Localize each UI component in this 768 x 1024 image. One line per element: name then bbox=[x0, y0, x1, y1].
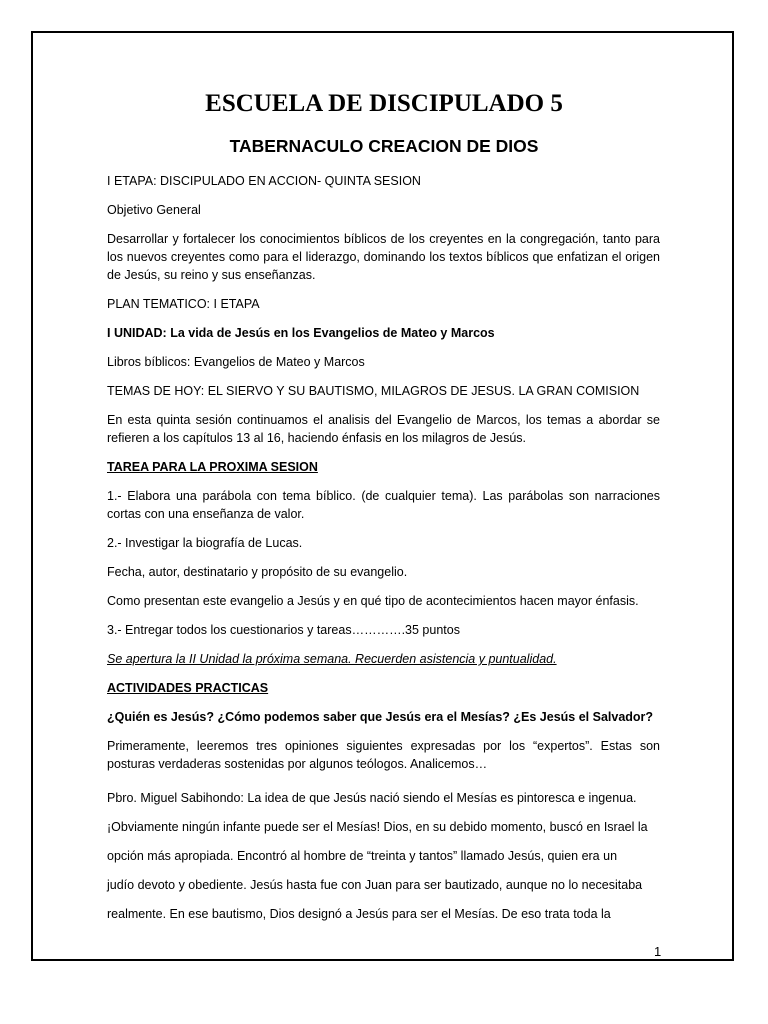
primeramente-paragraph: Primeramente, leeremos tres opiniones siguientes expresadas por los “expertos”. Estas son posturas verdaderas sostenidas por algunos teólogos. Analicemos… bbox=[107, 739, 660, 771]
document-body bbox=[107, 172, 660, 929]
document-title: ESCUELA DE DISCIPULADO 5 bbox=[205, 90, 563, 117]
page-number: 1 bbox=[654, 944, 662, 959]
etapa-line: I ETAPA: DISCIPULADO EN ACCION- QUINTA SESION bbox=[107, 174, 421, 188]
tarea-item-1: 1.- Elabora una parábola con tema bíblico. (de cualquier tema). Las parábolas son narraciones cortas con una enseñanza de valor. bbox=[107, 489, 660, 521]
tarea-item-2: 2.- Investigar la biografía de Lucas. bbox=[107, 536, 303, 550]
objetivo-label: Objetivo General bbox=[107, 203, 201, 217]
pregunta-line: ¿Quién es Jesús? ¿Cómo podemos saber que Jesús era el Mesías? ¿Es Jesús el Salvador? bbox=[107, 710, 654, 724]
actividades-heading: ACTIVIDADES PRACTICAS bbox=[107, 681, 269, 695]
cita-line: judío devoto y obediente. Jesús hasta fue con Juan para ser bautizado, aunque no lo necesitaba bbox=[107, 878, 643, 892]
plan-tematico: PLAN TEMATICO: I ETAPA bbox=[107, 297, 260, 311]
tarea-item-3: 3.- Entregar todos los cuestionarios y tareas………….35 puntos bbox=[107, 623, 460, 637]
cita-line: opción más apropiada. Encontró al hombre de “treinta y tantos” llamado Jesús, quien era un bbox=[107, 849, 618, 863]
tarea-item-2a: Fecha, autor, destinatario y propósito de su evangelio. bbox=[107, 565, 408, 579]
objetivo-text: Desarrollar y fortalecer los conocimientos bíblicos de los creyentes en la congregación, tanto para los nuevos creyentes como para el liderazgo, dominando los textos bíblicos que enfatizan el origen de Jesús, su reino y sus enseñanzas. bbox=[107, 232, 660, 282]
document-subtitle: TABERNACULO CREACION DE DIOS bbox=[229, 136, 539, 156]
tarea-heading: TAREA PARA LA PROXIMA SESION bbox=[107, 460, 318, 474]
libros-line: Libros bíblicos: Evangelios de Mateo y Marcos bbox=[107, 355, 365, 369]
cita-line: realmente. En ese bautismo, Dios designó a Jesús para ser el Mesías. De eso trata toda la bbox=[107, 907, 611, 921]
cita-line: ¡Obviamente ningún infante puede ser el Mesías! Dios, en su debido momento, buscó en Israel la bbox=[107, 820, 648, 834]
tarea-item-2b: Como presentan este evangelio a Jesús y en qué tipo de acontecimientos hacen mayor énfasis. bbox=[107, 594, 639, 608]
cita-line: Pbro. Miguel Sabihondo: La idea de que Jesús nació siendo el Mesías es pintoresca e ingenua. bbox=[107, 791, 637, 805]
intro-paragraph: En esta quinta sesión continuamos el analisis del Evangelio de Marcos, los temas a abordar se refieren a los capítulos 13 al 16, haciendo énfasis en los milagros de Jesús. bbox=[107, 413, 660, 445]
aviso-line: Se apertura la II Unidad la próxima semana. Recuerden asistencia y puntualidad. bbox=[107, 652, 557, 666]
temas-line: TEMAS DE HOY: EL SIERVO Y SU BAUTISMO, MILAGROS DE JESUS. LA GRAN COMISION bbox=[107, 384, 640, 398]
unidad-line: I UNIDAD: La vida de Jesús en los Evangelios de Mateo y Marcos bbox=[107, 326, 495, 340]
